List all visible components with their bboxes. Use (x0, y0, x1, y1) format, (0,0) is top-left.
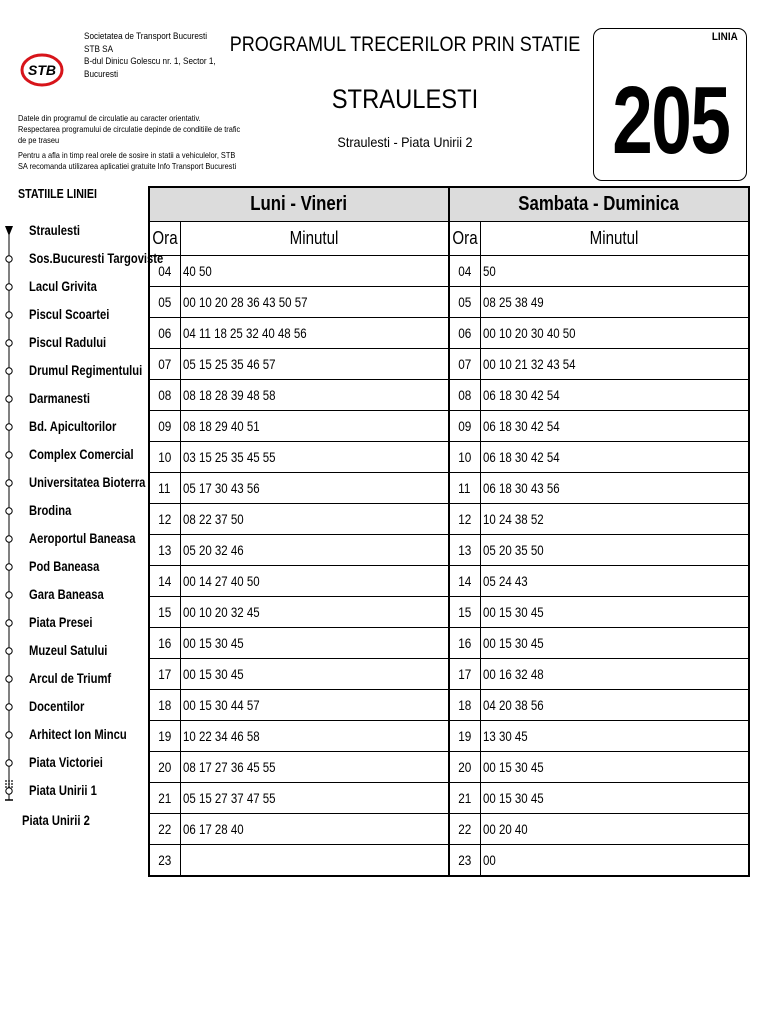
stop-marker (6, 396, 12, 402)
stop-marker (6, 564, 12, 570)
table-row (149, 752, 749, 783)
station-item: Lacul Grivita (29, 278, 97, 294)
weekend-minutes-cell: 50 (480, 256, 749, 287)
route-name: Straulesti - Piata Unirii 2 (337, 134, 473, 150)
station-item: Piata Unirii 1 (29, 782, 97, 798)
weekend-minutes-cell: 04 20 38 56 (480, 690, 749, 721)
stop-marker (6, 452, 12, 458)
stop-marker (6, 676, 12, 682)
column-header-row (149, 222, 749, 256)
dot-marker (11, 786, 13, 788)
station-item: Piscul Radului (29, 334, 107, 350)
weekday-hour-cell: 22 (149, 814, 180, 845)
weekday-hour-cell: 05 (149, 287, 180, 318)
page-title: PROGRAMUL TRECERILOR PRIN STATIE (229, 33, 581, 56)
stations-heading: STATIILE LINIEI (18, 186, 97, 201)
stop-marker (6, 760, 12, 766)
weekday-hour-cell: 06 (149, 318, 180, 349)
table-row (149, 628, 749, 659)
weekend-hour-cell: 09 (449, 411, 480, 442)
table-row (149, 721, 749, 752)
station-item: Docentilor (29, 698, 85, 714)
line-number-box (593, 28, 747, 181)
weekend-hour-cell: 18 (449, 690, 480, 721)
weekend-minutes-cell: 13 30 45 (480, 721, 749, 752)
weekend-hour-cell: 10 (449, 442, 480, 473)
station-item: Gara Baneasa (29, 586, 104, 602)
weekend-minutes-cell: 06 18 30 42 54 (480, 380, 749, 411)
weekday-minutes-cell: 06 17 28 40 (180, 814, 449, 845)
weekday-hour-cell: 18 (149, 690, 180, 721)
weekend-hour-cell: 08 (449, 380, 480, 411)
station-item: Sos.Bucuresti Targoviste (29, 250, 164, 266)
weekday-minutes-cell: 00 10 20 32 45 (180, 597, 449, 628)
weekend-header: Sambata - Duminica (449, 187, 749, 222)
weekday-header: Luni - Vineri (149, 187, 449, 222)
company-address-line2: Bucuresti (84, 68, 119, 80)
weekend-minutes-cell: 00 20 40 (480, 814, 749, 845)
line-number: 205 (612, 67, 730, 174)
weekday-hour-cell: 08 (149, 380, 180, 411)
dot-marker (11, 780, 13, 782)
dot-marker (5, 780, 7, 782)
weekend-hour-cell: 11 (449, 473, 480, 504)
table-row (149, 349, 749, 380)
weekday-minutes-cell: 05 15 25 35 46 57 (180, 349, 449, 380)
table-row (149, 814, 749, 845)
company-address-line1: B-dul Dinicu Golescu nr. 1, Sector 1, (84, 56, 216, 67)
station-name: STRAULESTI (331, 84, 479, 114)
weekday-minutes-cell: 00 10 20 28 36 43 50 57 (180, 287, 449, 318)
weekend-minutes-cell: 06 18 30 42 54 (480, 442, 749, 473)
table-row (149, 535, 749, 566)
station-item: Brodina (29, 502, 72, 518)
weekday-minutes-cell: 08 18 28 39 48 58 (180, 380, 449, 411)
disclaimer-schedule-note: Datele din programul de circulatie au caracter orientativ. Respectarea programului de circulatie depinde de conditiile de trafic de pe traseu (18, 113, 241, 145)
dot-marker (8, 783, 10, 785)
weekend-hour-cell: 19 (449, 721, 480, 752)
weekend-hour-cell: 15 (449, 597, 480, 628)
weekend-minutes-cell: 08 25 38 49 (480, 287, 749, 318)
station-item: Arhitect Ion Mincu (29, 726, 127, 742)
weekend-hour-header: Ora (449, 222, 480, 256)
station-item: Arcul de Triumf (29, 670, 112, 686)
station-item: Bd. Apicultorilor (29, 418, 117, 434)
dot-marker (11, 783, 13, 785)
stop-marker (6, 256, 12, 262)
weekday-hour-cell: 13 (149, 535, 180, 566)
stop-marker (6, 508, 12, 514)
station-item: Piata Presei (29, 614, 93, 630)
table-row (149, 597, 749, 628)
weekend-minutes-cell: 00 15 30 45 (480, 597, 749, 628)
company-short-name: STB SA (84, 43, 114, 55)
weekday-minutes-cell: 04 11 18 25 32 40 48 56 (180, 318, 449, 349)
weekday-minutes-cell: 40 50 (180, 256, 449, 287)
stop-marker (6, 312, 12, 318)
station-item: Piata Victoriei (29, 754, 103, 770)
table-row (149, 783, 749, 814)
weekday-hour-cell: 19 (149, 721, 180, 752)
company-name: Societatea de Transport Bucuresti (84, 31, 208, 42)
weekday-hour-cell: 11 (149, 473, 180, 504)
table-row (149, 659, 749, 690)
table-row (149, 380, 749, 411)
stop-marker (6, 648, 12, 654)
dot-marker (5, 786, 7, 788)
weekend-minutes-cell: 00 15 30 45 (480, 628, 749, 659)
stop-marker (6, 788, 12, 794)
weekend-minutes-cell: 05 20 35 50 (480, 535, 749, 566)
weekend-minutes-cell: 05 24 43 (480, 566, 749, 597)
weekend-minutes-cell: 00 15 30 45 (480, 752, 749, 783)
weekend-hour-cell: 04 (449, 256, 480, 287)
weekday-hour-cell: 15 (149, 597, 180, 628)
dot-marker (8, 780, 10, 782)
weekday-minutes-cell: 00 15 30 44 57 (180, 690, 449, 721)
weekend-minute-header: Minutul (480, 222, 749, 256)
table-row (149, 690, 749, 721)
route-line-diagram (0, 220, 20, 820)
weekday-minutes-cell: 05 17 30 43 56 (180, 473, 449, 504)
stop-marker (6, 284, 12, 290)
weekday-hour-cell: 23 (149, 845, 180, 877)
weekend-hour-cell: 20 (449, 752, 480, 783)
weekday-hour-cell: 04 (149, 256, 180, 287)
weekday-minute-header: Minutul (180, 222, 449, 256)
weekend-hour-cell: 16 (449, 628, 480, 659)
weekend-hour-cell: 22 (449, 814, 480, 845)
stop-marker (6, 536, 12, 542)
weekend-hour-cell: 06 (449, 318, 480, 349)
weekday-minutes-cell: 08 22 37 50 (180, 504, 449, 535)
weekend-minutes-cell: 00 10 21 32 43 54 (480, 349, 749, 380)
weekend-minutes-cell: 06 18 30 43 56 (480, 473, 749, 504)
weekend-hour-cell: 12 (449, 504, 480, 535)
disclaimer (18, 113, 242, 176)
logo-text: STB (28, 62, 56, 78)
line-label: LINIA (712, 31, 738, 43)
station-item: Piata Unirii 2 (22, 812, 90, 828)
stop-marker (6, 368, 12, 374)
weekday-minutes-cell: 05 20 32 46 (180, 535, 449, 566)
disclaimer-app-note: Pentru a afla in timp real orele de sosire in statii a vehiculelor, STB SA recomanda utilizarea aplicatiei gratuite Info Transport Bucuresti (18, 150, 237, 171)
stop-marker (6, 620, 12, 626)
weekday-minutes-cell: 00 15 30 45 (180, 659, 449, 690)
weekday-hour-cell: 17 (149, 659, 180, 690)
weekday-hour-cell: 14 (149, 566, 180, 597)
weekday-minutes-cell: 10 22 34 46 58 (180, 721, 449, 752)
station-item: Muzeul Satului (29, 642, 108, 658)
day-header-row (149, 187, 749, 222)
weekend-minutes-cell: 00 16 32 48 (480, 659, 749, 690)
stop-marker (6, 592, 12, 598)
weekend-hour-cell: 05 (449, 287, 480, 318)
table-row (149, 287, 749, 318)
weekday-hour-cell: 09 (149, 411, 180, 442)
weekday-minutes-cell: 05 15 27 37 47 55 (180, 783, 449, 814)
table-row (149, 845, 749, 877)
table-row (149, 256, 749, 287)
weekend-hour-cell: 07 (449, 349, 480, 380)
weekday-hour-cell: 10 (149, 442, 180, 473)
station-item: Darmanesti (29, 390, 91, 406)
table-row (149, 566, 749, 597)
weekday-hour-cell: 21 (149, 783, 180, 814)
weekday-minutes-cell: 08 17 27 36 45 55 (180, 752, 449, 783)
weekday-minutes-cell: 08 18 29 40 51 (180, 411, 449, 442)
weekend-minutes-cell: 06 18 30 42 54 (480, 411, 749, 442)
weekend-hour-cell: 14 (449, 566, 480, 597)
weekday-hour-cell: 20 (149, 752, 180, 783)
table-row (149, 318, 749, 349)
weekend-hour-cell: 13 (449, 535, 480, 566)
station-item: Drumul Regimentului (29, 362, 143, 378)
weekend-minutes-cell: 10 24 38 52 (480, 504, 749, 535)
weekend-minutes-cell: 00 10 20 30 40 50 (480, 318, 749, 349)
schedule-table (148, 186, 750, 877)
company-info (84, 31, 222, 81)
weekend-minutes-cell: 00 (480, 845, 749, 877)
weekday-minutes-cell (180, 845, 449, 877)
stop-marker (6, 424, 12, 430)
start-stop-marker (5, 226, 13, 236)
station-item: Pod Baneasa (29, 558, 100, 574)
station-item: Universitatea Bioterra (29, 474, 146, 490)
stop-marker (6, 732, 12, 738)
weekend-hour-cell: 17 (449, 659, 480, 690)
weekday-hour-cell: 12 (149, 504, 180, 535)
station-item: Complex Comercial (29, 446, 134, 462)
weekday-hour-cell: 16 (149, 628, 180, 659)
weekday-minutes-cell: 00 14 27 40 50 (180, 566, 449, 597)
station-item: Straulesti (29, 222, 81, 238)
stop-marker (6, 704, 12, 710)
weekday-minutes-cell: 00 15 30 45 (180, 628, 449, 659)
table-row (149, 442, 749, 473)
table-row (149, 504, 749, 535)
weekend-hour-cell: 21 (449, 783, 480, 814)
weekday-hour-cell: 07 (149, 349, 180, 380)
weekday-minutes-cell: 03 15 25 35 45 55 (180, 442, 449, 473)
stop-marker (6, 340, 12, 346)
weekend-hour-cell: 23 (449, 845, 480, 877)
table-row (149, 411, 749, 442)
table-row (149, 473, 749, 504)
stop-marker (6, 480, 12, 486)
weekend-minutes-cell: 00 15 30 45 (480, 783, 749, 814)
stb-logo (20, 52, 64, 88)
station-item: Aeroportul Baneasa (29, 530, 136, 546)
dot-marker (5, 783, 7, 785)
weekday-hour-header: Ora (149, 222, 180, 256)
station-item: Piscul Scoartei (29, 306, 110, 322)
